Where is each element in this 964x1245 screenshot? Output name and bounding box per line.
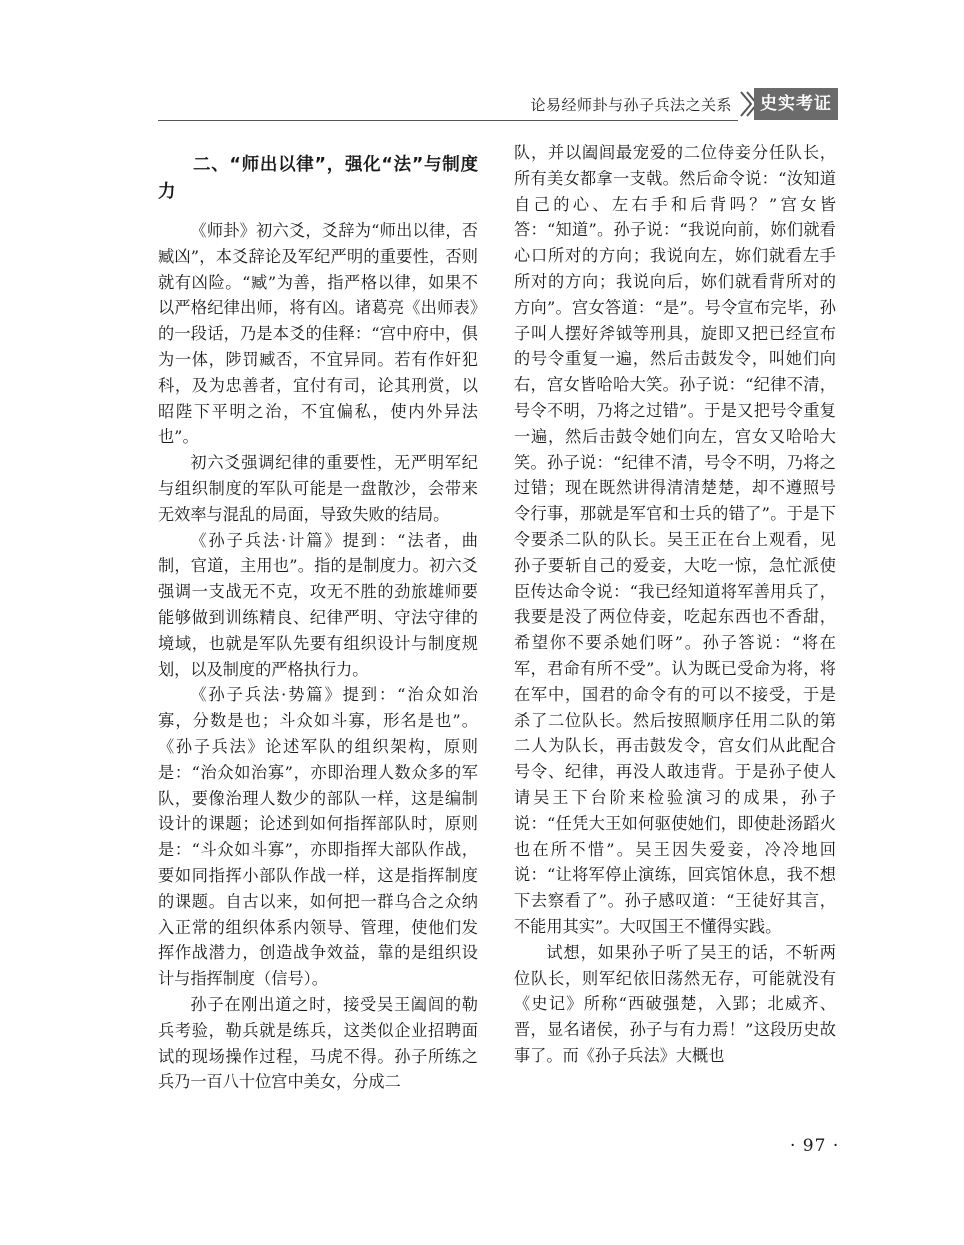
paragraph: 初六爻强调纪律的重要性，无严明军纪与组织制度的军队可能是一盘散沙，会带来无效率与混乱的局面，导致失败的结局。 <box>158 453 478 524</box>
section-badge: 史实考证 <box>754 88 838 120</box>
section-heading: 二、“师出以律”，强化“法”与制度力 <box>158 155 478 202</box>
paragraph: 试想，如果孙子听了吴王的话，不斩两位队长，则军纪依旧荡然无存，可能就没有《史记》所称“西破强楚，入郢；北威齐、晋，显名诸侯，孙子与有力焉！”这段历史故事了。而《孙子兵法》大概也 <box>514 942 836 1065</box>
paragraph: 《师卦》初六爻，爻辞为“师出以律，否臧凶”，本爻辞论及军纪严明的重要性，否则就有凶险。“臧”为善，指严格以律，如果不以严格纪律出师，将有凶。诸葛亮《出师表》的一段话，乃是本爻的佳释：“宫中府中，俱为一体，陟罚臧否，不宜异同。若有作奸犯科，及为忠善者，宜付有司，论其刑赏，以昭陛下平明之治，不宜偏私，使内外异法也”。 <box>158 221 478 447</box>
right-column <box>514 140 836 1069</box>
page-number: · 97 · <box>790 1136 840 1156</box>
header-rule <box>158 120 738 121</box>
left-column <box>158 140 478 1095</box>
running-title: 论易经师卦与孙子兵法之关系 <box>530 96 732 114</box>
paragraph: 《孙子兵法·势篇》提到：“治众如治寡，分数是也；斗众如斗寡，形名是也”。《孙子兵法》论述军队的组织架构，原则是：“治众如治寡”，亦即治理人数众多的军队，要像治理人数少的部队一样，这是编制设计的课题；论述到如何指挥部队时，原则是：“斗众如斗寡”，亦即指挥大部队作战，要如同指挥小部队作战一样，这是指挥制度的课题。自古以来，如何把一群乌合之众纳入正常的组织体系内领导、管理，使他们发挥作战潜力，创造战争效益，靠的是组织设计与指挥制度（信号）。 <box>158 685 478 989</box>
paragraph: 《孙子兵法·计篇》提到：“法者，曲制，官道，主用也”。指的是制度力。初六爻强调一支战无不克，攻无不胜的劲旅雄师要能够做到训练精良、纪律严明、守法守律的境域，也就是军队先要有组织设计与制度规划，以及制度的严格执行力。 <box>158 530 478 679</box>
paragraph: 孙子在刚出道之时，接受吴王阖闾的勒兵考验，勒兵就是练兵，这类似企业招聘面试的现场操作过程，马虎不得。孙子所练之兵乃一百八十位宫中美女，分成二 <box>158 994 478 1092</box>
paragraph: 队，并以阖闾最宠爱的二位侍妾分任队长，所有美女都拿一支戟。然后命令说：“汝知道自己的心、左右手和后背吗？”宫女皆答：“知道”。孙子说：“我说向前，妳们就看心口所对的方向；我说向左，妳们就看左手所对的方向；我说向后，妳们就看背所对的方向”。宫女答道：“是”。号令宣布完毕，孙子叫人摆好斧钺等刑具，旋即又把已经宣布的号令重复一遍，然后击鼓发令，叫她们向右，宫女皆哈哈大笑。孙子说：“纪律不清，号令不明，乃将之过错”。于是又把号令重复一遍，然后击鼓令她们向左，宫女又哈哈大笑。孙子说：“纪律不清，号令不明，乃将之过错；现在既然讲得清清楚楚，却不遵照号令行事，那就是军官和士兵的错了”。于是下令要杀二队的队长。吴王正在台上观看，见孙子要斩自己的爱妾，大吃一惊，急忙派使臣传达命令说：“我已经知道将军善用兵了，我要是没了两位侍妾，吃起东西也不香甜，希望你不要杀她们呀”。孙子答说：“将在军，君命有所不受”。认为既已受命为将，将在军中，国君的命令有的可以不接受，于是杀了二位队长。然后按照顺序任用二队的第二人为队长，再击鼓发令，宫女们从此配合号令、纪律，再没人敢违背。于是孙子使人请吴王下台阶来检验演习的成果，孙子说：“任凭大王如何驱使她们，即使赴汤蹈火也在所不惜”。吴王因失爱妾，冷冷地回说：“让将军停止演练，回宾馆休息，我不想下去察看了”。孙子感叹道：“王徒好其言，不能用其实”。大叹国王不懂得实践。 <box>514 143 836 936</box>
running-head <box>0 88 964 122</box>
